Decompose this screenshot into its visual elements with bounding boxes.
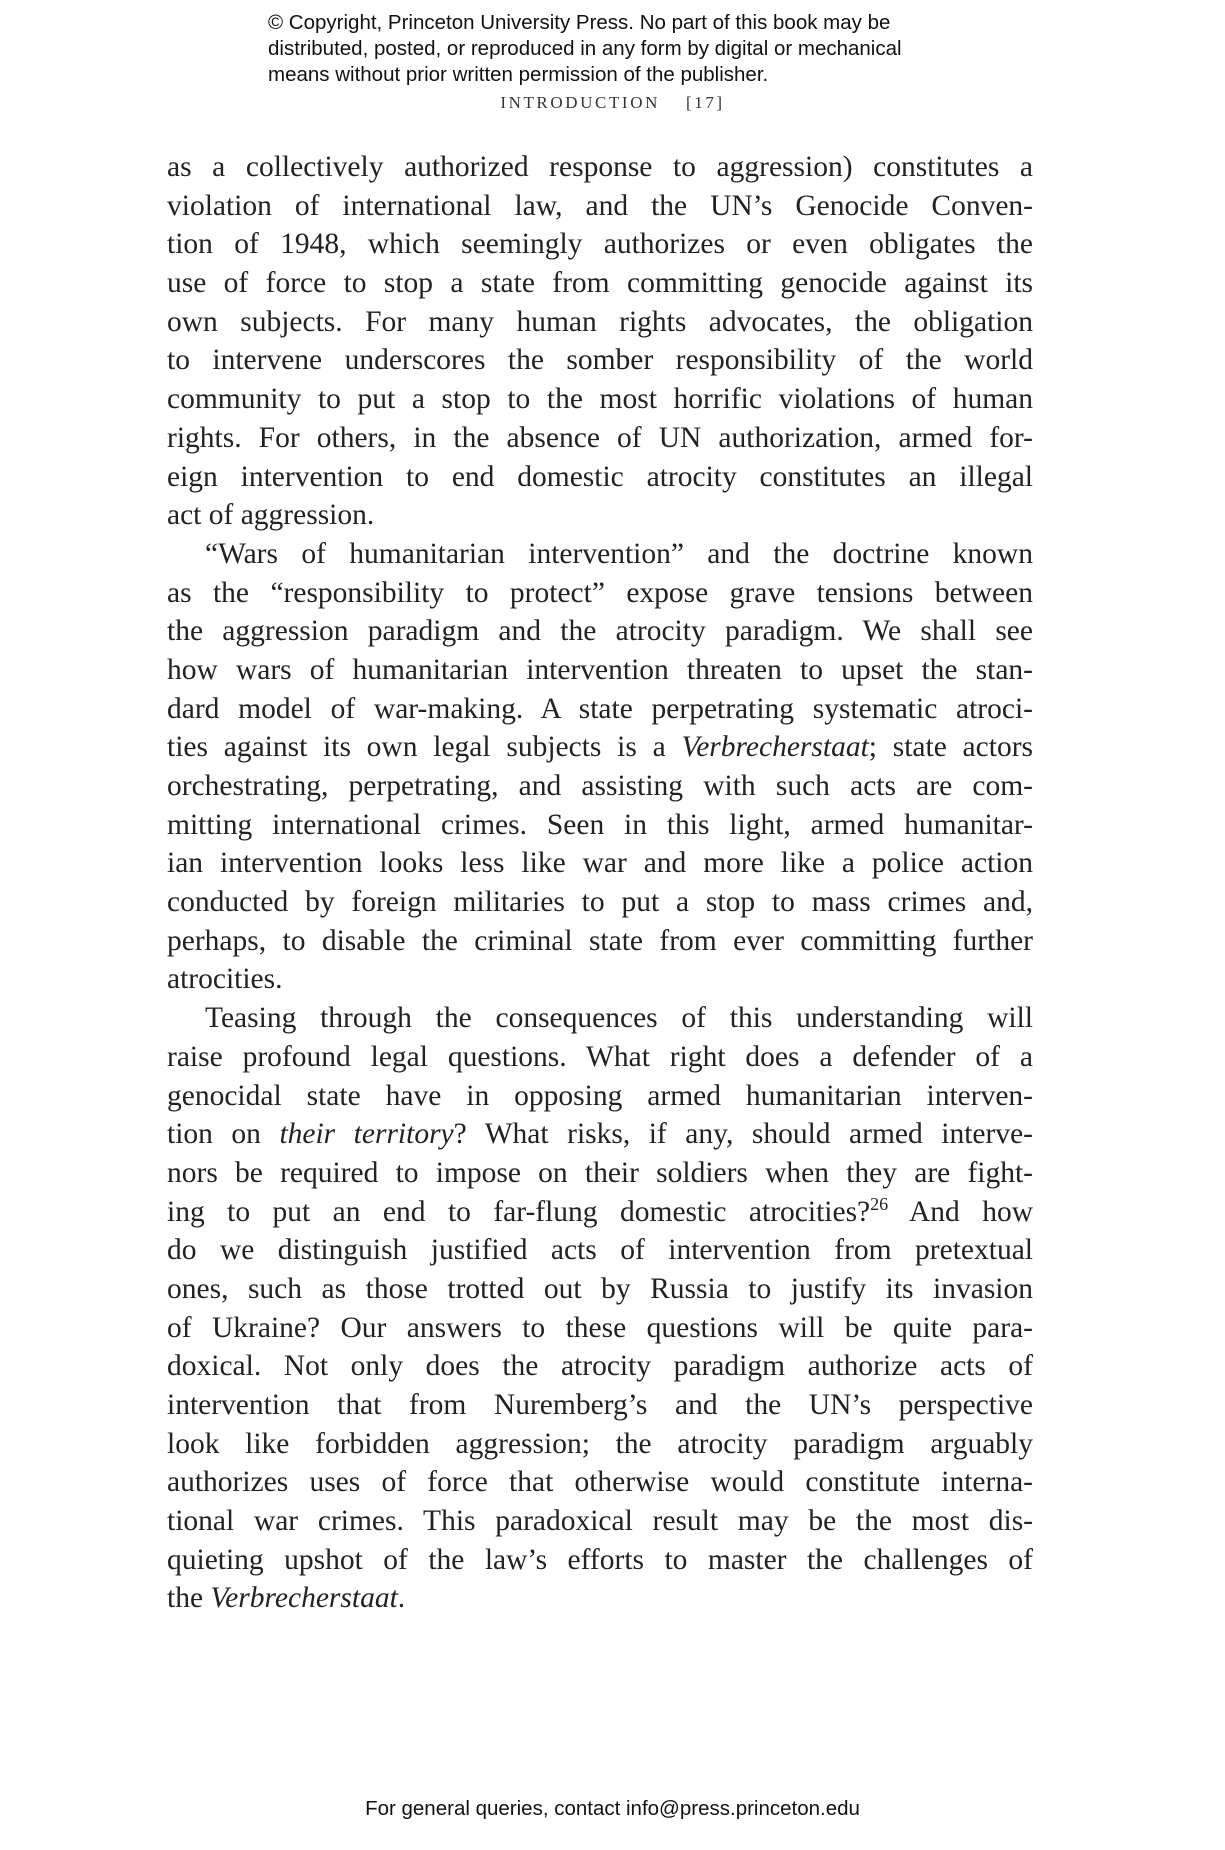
- text-line: tion of 1948, which seemingly authorizes or even obligates the: [167, 228, 1033, 261]
- text-line: [167, 728, 1033, 767]
- text-span: .: [397, 1582, 406, 1615]
- text-line: look like forbidden aggression; the atrocity paradigm arguably: [167, 1427, 1033, 1460]
- copyright-line: distributed, posted, or reproduced in any form by digital or mechanical: [268, 37, 902, 60]
- text-line: ones, such as those trotted out by Russia to justify its invasion: [167, 1272, 1033, 1305]
- text-line: [167, 1579, 1033, 1618]
- text-line: conducted by foreign militaries to put a stop to mass crimes and,: [167, 886, 1033, 919]
- body-text: [167, 148, 1033, 1618]
- text-line: Teasing through the consequences of this understanding will: [205, 1002, 1033, 1035]
- paragraph: [167, 999, 1033, 1618]
- text-line: intervention that from Nuremberg’s and the UN’s perspective: [167, 1389, 1033, 1421]
- text-line: use of force to stop a state from committing genocide against its: [167, 267, 1033, 300]
- copyright-line: © Copyright, Princeton University Press. No part of this book may be: [268, 11, 891, 34]
- text-line: to intervene underscores the somber responsibility of the world: [167, 344, 1033, 377]
- text-line: doxical. Not only does the atrocity paradigm authorize acts of: [167, 1350, 1033, 1383]
- text-line: raise profound legal questions. What right does a defender of a: [167, 1040, 1033, 1073]
- text-line: tional war crimes. This paradoxical result may be the most dis-: [167, 1505, 1033, 1538]
- italic-term: their territory: [279, 1118, 454, 1151]
- text-line: rights. For others, in the absence of UN authorization, armed for-: [167, 421, 1033, 454]
- copyright-line: means without prior written permission of the publisher.: [268, 63, 769, 86]
- text-line: of Ukraine? Our answers to these questions will be quite para-: [167, 1311, 1033, 1344]
- text-line: ian intervention looks less like war and more like a police action: [167, 847, 1033, 880]
- italic-term: Verbrecherstaat: [210, 1582, 398, 1615]
- text-span: ing to put an end to far-flung domestic atrocities?: [167, 1195, 871, 1228]
- footer-contact: For general queries, contact info@press.princeton.edu: [365, 1797, 860, 1820]
- text-line: [167, 1115, 1033, 1154]
- text-line: quieting upshot of the law’s efforts to master the challenges of: [167, 1543, 1033, 1576]
- text-line: own subjects. For many human rights advocates, the obligation: [167, 305, 1033, 338]
- text-line: atrocities.: [167, 963, 283, 996]
- text-line: mitting international crimes. Seen in this light, armed humanitar-: [167, 808, 1033, 841]
- text-line: as the “responsibility to protect” expose grave tensions between: [167, 576, 1033, 609]
- paragraph: [167, 148, 1033, 535]
- text-line: do we distinguish justified acts of intervention from pretextual: [167, 1234, 1033, 1267]
- text-span: ; state actors: [868, 731, 1033, 764]
- text-line: as a collectively authorized response to aggression) constitutes a: [167, 151, 1033, 183]
- paragraph: [167, 535, 1033, 999]
- text-line: “Wars of humanitarian intervention” and the doctrine known: [205, 537, 1033, 570]
- text-line: authorizes uses of force that otherwise would constitute interna-: [167, 1466, 1033, 1499]
- text-line: orchestrating, perpetrating, and assisting with such acts are com-: [167, 770, 1033, 802]
- section-title: INTRODUCTION: [500, 93, 660, 112]
- text-line: act of aggression.: [167, 499, 375, 532]
- text-line: community to put a stop to the most horrific violations of human: [167, 383, 1033, 416]
- text-line: the aggression paradigm and the atrocity paradigm. We shall see: [167, 615, 1033, 648]
- text-line: dard model of war-making. A state perpetrating systematic atroci-: [167, 692, 1033, 725]
- text-span: And how: [888, 1195, 1034, 1228]
- text-line: genocidal state have in opposing armed humanitarian interven-: [167, 1079, 1033, 1112]
- text-line: nors be required to impose on their soldiers when they are fight-: [167, 1156, 1033, 1189]
- text-line: how wars of humanitarian intervention threaten to upset the stan-: [167, 653, 1033, 686]
- text-span: tion on: [167, 1118, 280, 1151]
- text-line: [167, 1193, 1033, 1232]
- text-span: ties against its own legal subjects is a: [167, 731, 682, 764]
- text-line: eign intervention to end domestic atrocity constitutes an illegal: [167, 460, 1033, 493]
- text-span: ? What risks, if any, should armed interve-: [453, 1118, 1033, 1151]
- text-line: violation of international law, and the UN’s Genocide Conven-: [167, 189, 1033, 222]
- copyright-notice: [268, 10, 968, 88]
- running-head: [0, 93, 1225, 113]
- italic-term: Verbrecherstaat: [681, 731, 869, 764]
- page-number: [17]: [685, 93, 725, 112]
- text-line: perhaps, to disable the criminal state from ever committing further: [167, 924, 1033, 957]
- text-span: the: [167, 1582, 211, 1615]
- footnote-marker[interactable]: 26: [870, 1193, 889, 1214]
